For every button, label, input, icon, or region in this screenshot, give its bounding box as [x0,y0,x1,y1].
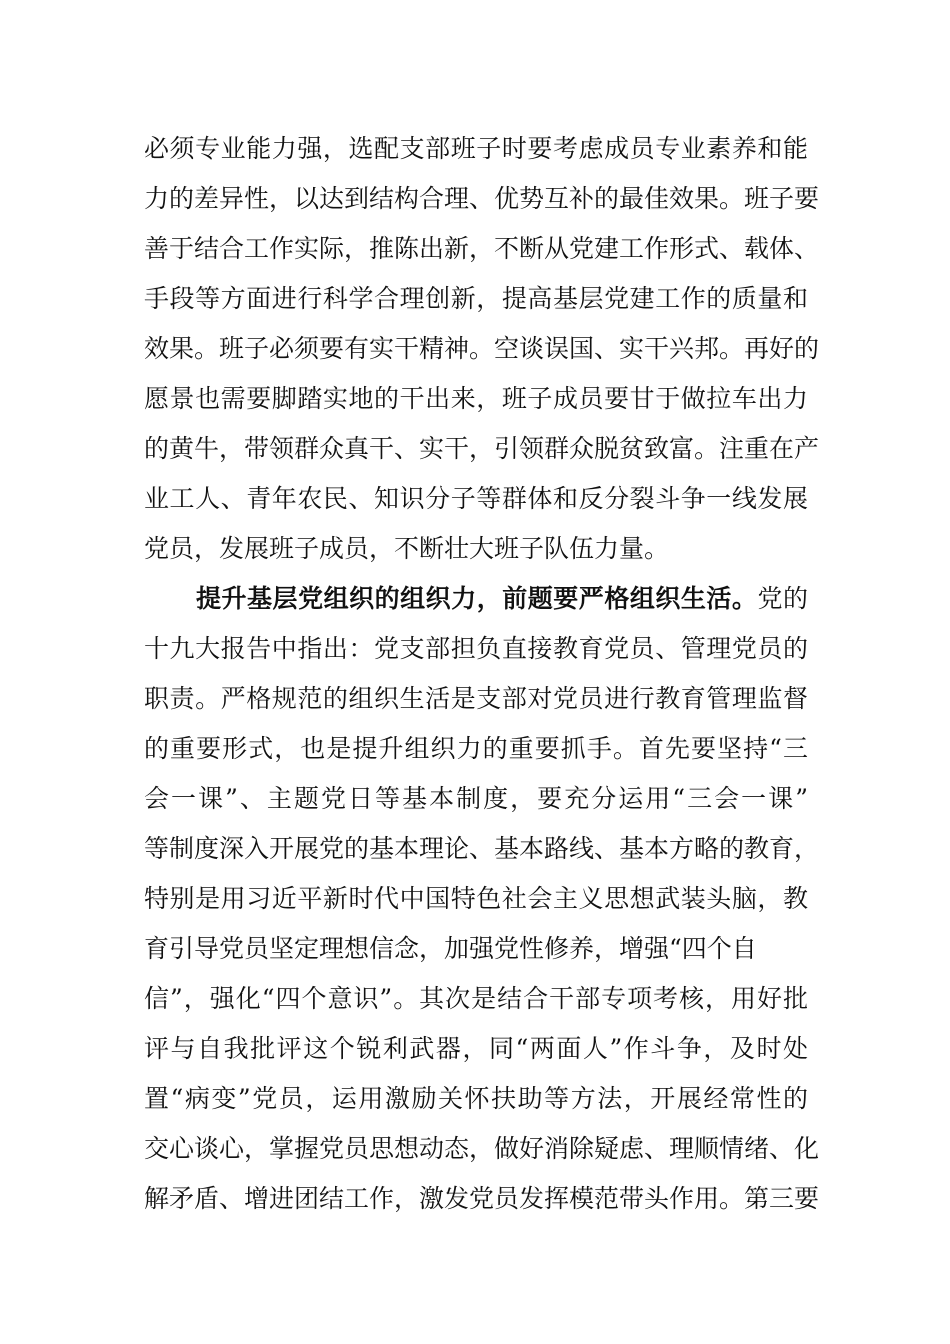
paragraph-2-line-4: 的重要形式，也是提升组织力的重要抓手。首先要坚持“三 [144,734,808,763]
paragraph-2-heading: 提升基层党组织的组织力，前题要严格组织生活。 [196,584,758,613]
paragraph-1-line-8: 业工人、青年农民、知识分子等群体和反分裂斗争一线发展 [144,484,808,513]
paragraph-2-line-12: 交心谈心，掌握党员思想动态，做好消除疑虑、理顺情绪、化 [144,1134,820,1163]
paragraph-2-line-6: 等制度深入开展党的基本理论、基本路线、基本方略的教育， [144,834,820,863]
paragraph-2-line-11: 置“病变”党员，运用激励关怀扶助等方法，开展经常性的 [144,1084,808,1113]
paragraph-1-line-7: 的黄牛，带领群众真干、实干，引领群众脱贫致富。注重在产 [144,434,820,463]
paragraph-2-first-line-tail: 党的 [757,584,808,613]
paragraph-1-line-4: 手段等方面进行科学合理创新，提高基层党建工作的质量和 [144,284,808,313]
paragraph-2-line-8: 育引导党员坚定理想信念，加强党性修养，增强“四个自 [144,934,757,963]
paragraph-1-line-9: 党员，发展班子成员，不断壮大班子队伍力量。 [144,534,670,563]
paragraph-2-line-9: 信”，强化“四个意识”。其次是结合干部专项考核，用好批 [144,984,808,1013]
paragraph-2-line-7: 特别是用习近平新时代中国特色社会主义思想武装头脑，教 [144,884,808,913]
paragraph-1-line-5: 效果。班子必须要有实干精神。空谈误国、实干兴邦。再好的 [144,334,820,363]
paragraph-2-line-1 [196,579,808,619]
paragraph-1-line-3: 善于结合工作实际，推陈出新，不断从党建工作形式、载体、 [144,234,820,263]
paragraph-1-line-1: 必须专业能力强，选配支部班子时要考虑成员专业素养和能 [144,134,808,163]
paragraph-2-line-5: 会一课”、主题党日等基本制度，要充分运用“三会一课” [144,784,808,813]
paragraph-2-line-13: 解矛盾、增进团结工作，激发党员发挥模范带头作用。第三要 [144,1184,820,1213]
paragraph-2-line-2: 十九大报告中指出：党支部担负直接教育党员、管理党员的 [144,634,808,663]
paragraph-1-line-6: 愿景也需要脚踏实地的干出来，班子成员要甘于做拉车出力 [144,384,808,413]
paragraph-1-line-2: 力的差异性，以达到结构合理、优势互补的最佳效果。班子要 [144,184,820,213]
paragraph-2-line-3: 职责。严格规范的组织生活是支部对党员进行教育管理监督 [144,684,808,713]
paragraph-2-line-10: 评与自我批评这个锐利武器，同“两面人”作斗争，及时处 [144,1034,808,1063]
